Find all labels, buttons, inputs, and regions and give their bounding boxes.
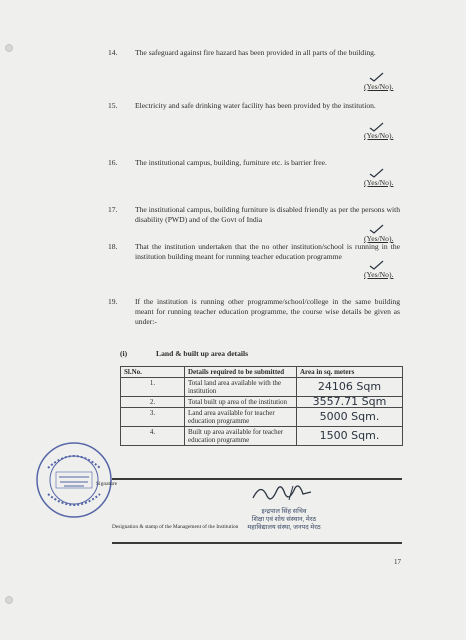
item-number: 14.: [108, 48, 118, 57]
table-cell: 3557.71 Sqm: [297, 397, 403, 408]
column-header: Area in sq. meters: [297, 367, 403, 378]
item-text: The safeguard against fire hazard has been provided in all parts of the building.: [135, 48, 376, 57]
footer-rule: [112, 542, 402, 544]
table-cell: 1.: [121, 378, 185, 397]
item-17: [108, 205, 400, 225]
signature-label: Signature: [96, 481, 118, 487]
checkmark-icon: [368, 224, 384, 234]
item-text: The institutional campus, building, furniture etc. is barrier free.: [135, 158, 327, 167]
land-area-table: [120, 366, 403, 446]
table-cell: Built up area available for teacher education programme: [185, 427, 297, 446]
table-cell: 3.: [121, 408, 185, 427]
table-row: [121, 397, 403, 408]
item-text: If the institution is running other programme/school/college in the same building meant for running teacher education programme, the course wise details be given as under:-: [135, 297, 400, 326]
table-cell: Land area available for teacher education programme: [185, 408, 297, 427]
table-row: [121, 427, 403, 446]
notary-stamp: [34, 440, 114, 520]
column-header: Sl.No.: [121, 367, 185, 378]
checkmark-icon: [368, 168, 384, 178]
subsection-label: (i): [120, 349, 128, 358]
punch-hole: [5, 44, 13, 52]
table-cell: Total land area available with the institution: [185, 378, 297, 397]
table-cell: 2.: [121, 397, 185, 408]
answer-yes-no: (Yes/No).: [364, 178, 394, 187]
answer-yes-no: (Yes/No).: [364, 131, 394, 140]
table-header-row: [121, 367, 403, 378]
signature-stamp-line: शिक्षा एवं शोध संस्थान, मेरठ: [251, 516, 317, 523]
item-number: 15.: [108, 101, 118, 110]
item-number: 18.: [108, 242, 118, 251]
table-row: [121, 408, 403, 427]
item-number: 19.: [108, 297, 118, 306]
table-cell: 4.: [121, 427, 185, 446]
item-text: Electricity and safe drinking water facility has been provided by the institution.: [135, 101, 376, 110]
column-header: Details required to be submitted: [185, 367, 297, 378]
item-number: 16.: [108, 158, 118, 167]
table-cell: 1500 Sqm.: [297, 427, 403, 446]
item-text: The institutional campus, building furniture is disabled friendly as per the persons with disability (PWD) and of the Govt of India: [135, 205, 400, 224]
subsection-title: Land & built up area details: [156, 349, 249, 358]
designation-label: Designation & stamp of the Management of the Institution: [112, 524, 239, 530]
handwritten-signature: [249, 480, 319, 506]
item-18: [108, 242, 400, 262]
table-row: [121, 378, 403, 397]
item-number: 17.: [108, 205, 118, 214]
item-19: [108, 297, 400, 327]
checkmark-icon: [368, 72, 384, 82]
page-number: 17: [394, 558, 401, 566]
signature-stamp-line: इन्द्रपाल सिंह सचिव: [261, 508, 307, 515]
answer-yes-no: (Yes/No).: [364, 82, 394, 91]
item-16: [108, 158, 400, 168]
checkmark-icon: [368, 260, 384, 270]
answer-yes-no: (Yes/No).: [364, 234, 394, 243]
table-cell: 5000 Sqm.: [297, 408, 403, 427]
item-14: [108, 48, 400, 58]
item-text: That the institution undertaken that the no other institution/school is running in the institution building meant for running teacher education programme: [135, 242, 400, 261]
table-cell: 24106 Sqm: [297, 378, 403, 397]
punch-hole: [5, 596, 13, 604]
table-cell: Total built up area of the institution: [185, 397, 297, 408]
item-15: [108, 101, 400, 111]
answer-yes-no: (Yes/No).: [364, 270, 394, 279]
signature-stamp-line: महाविद्यालय संस्था, जनपद मेरठ: [247, 524, 321, 531]
